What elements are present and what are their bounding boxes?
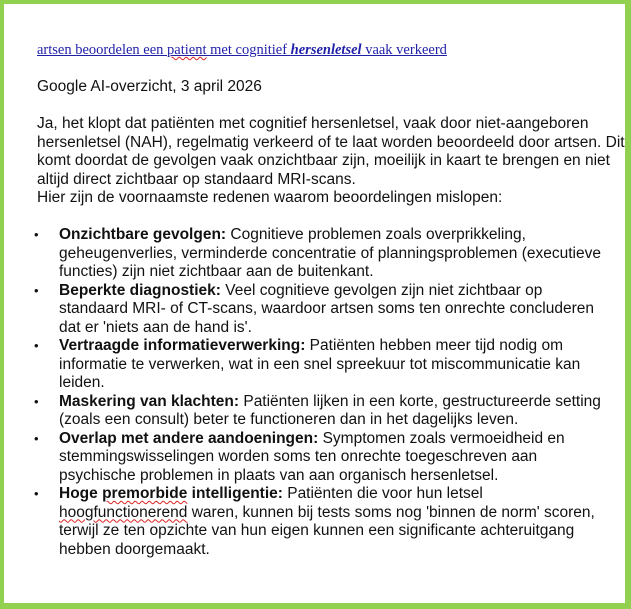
misspelled-word: hoogfunctionerend <box>59 503 188 521</box>
list-item <box>4 485 624 559</box>
reason-title <box>59 485 283 502</box>
intro-lead: Hier zijn de voornaamste redenen waarom beoordelingen mislopen: <box>37 189 503 206</box>
reason-text: Patiënten lijken in een korte, gestructureerde setting (zoals een consult) beter te functioneren dan in het dagelijks leven. <box>59 392 601 428</box>
reason-text: Veel cognitieve gevolgen zijn niet zichtbaar op standaard MRI- of CT-scans, waardoor artsen soms ten onrechte concluderen dat er 'niets aan de hand is'. <box>59 281 595 336</box>
source-line: Google AI-overzicht, 3 april 2026 <box>37 78 262 95</box>
reason-text: Symptomen zoals vermoeidheid en stemmingswisselingen worden soms ten onrechte toegeschreven aan psychische problemen in plaats van aan organisch hersenletsel. <box>59 429 565 484</box>
reasons-list <box>4 226 624 559</box>
reason-text: Patiënten hebben meer tijd nodig om informatie te verwerken, wat in een snel spreekuur tot miscommunicatie kan leiden. <box>59 337 581 391</box>
link-misspelled-word: patient <box>167 42 207 58</box>
reason-text-part: waren, kunnen bij tests soms nog 'binnen de norm' scoren, terwijl ze ten opzichte van hun eigen kunnen een significante achteruitgang hebben doorgemaakt. <box>59 503 595 558</box>
reason-text: Cognitieve problemen zoals overprikkeling, geheugenverlies, verminderde concentratie of planningsproblemen (executieve functies) zijn niet zichtbaar aan de buitenkant. <box>59 226 601 280</box>
reason-title-part: intelligentie: <box>187 485 283 502</box>
misspelled-word: premorbide <box>102 485 188 502</box>
reason-text-part: Patiënten die voor hun letsel <box>282 485 483 502</box>
list-item <box>4 226 624 282</box>
list-item <box>4 393 624 430</box>
bullet-icon: • <box>34 282 39 298</box>
link-text-1: artsen beoordelen een <box>37 42 168 58</box>
link-text-2: met cognitief <box>206 42 291 58</box>
reason-title: Vertraagde informatieverwerking: <box>59 337 306 354</box>
bullet-icon: • <box>34 393 39 409</box>
bullet-icon: • <box>34 227 39 242</box>
search-query-link[interactable] <box>37 42 447 59</box>
list-item <box>4 282 624 338</box>
bullet-icon: • <box>34 338 39 353</box>
reason-title-part: Hoge <box>59 485 103 502</box>
list-item <box>4 337 624 393</box>
reason-title: Overlap met andere aandoeningen: <box>59 429 319 447</box>
bullet-icon: • <box>34 486 39 501</box>
reason-title: Maskering van klachten: <box>59 392 240 410</box>
link-emphasis: hersenletsel <box>290 42 362 58</box>
list-item <box>4 430 624 486</box>
reason-title: Beperkte diagnostiek: <box>59 281 221 299</box>
link-text-3: vaak verkeerd <box>361 42 447 58</box>
bullet-icon: • <box>34 430 39 446</box>
intro-paragraph: Ja, het klopt dat patiënten met cognitief hersenletsel, vaak door niet-aangeboren hersenletsel (NAH), regelmatig verkeerd of te laat worden beoordeeld door artsen. Dit komt doordat de gevolgen vaak onzichtbaar zijn, moeilijk in kaart te brengen en niet altijd direct zichtbaar op standaard MRI-scans. <box>37 115 625 188</box>
intro-block <box>37 115 627 208</box>
reason-title: Onzichtbare gevolgen: <box>59 226 227 243</box>
